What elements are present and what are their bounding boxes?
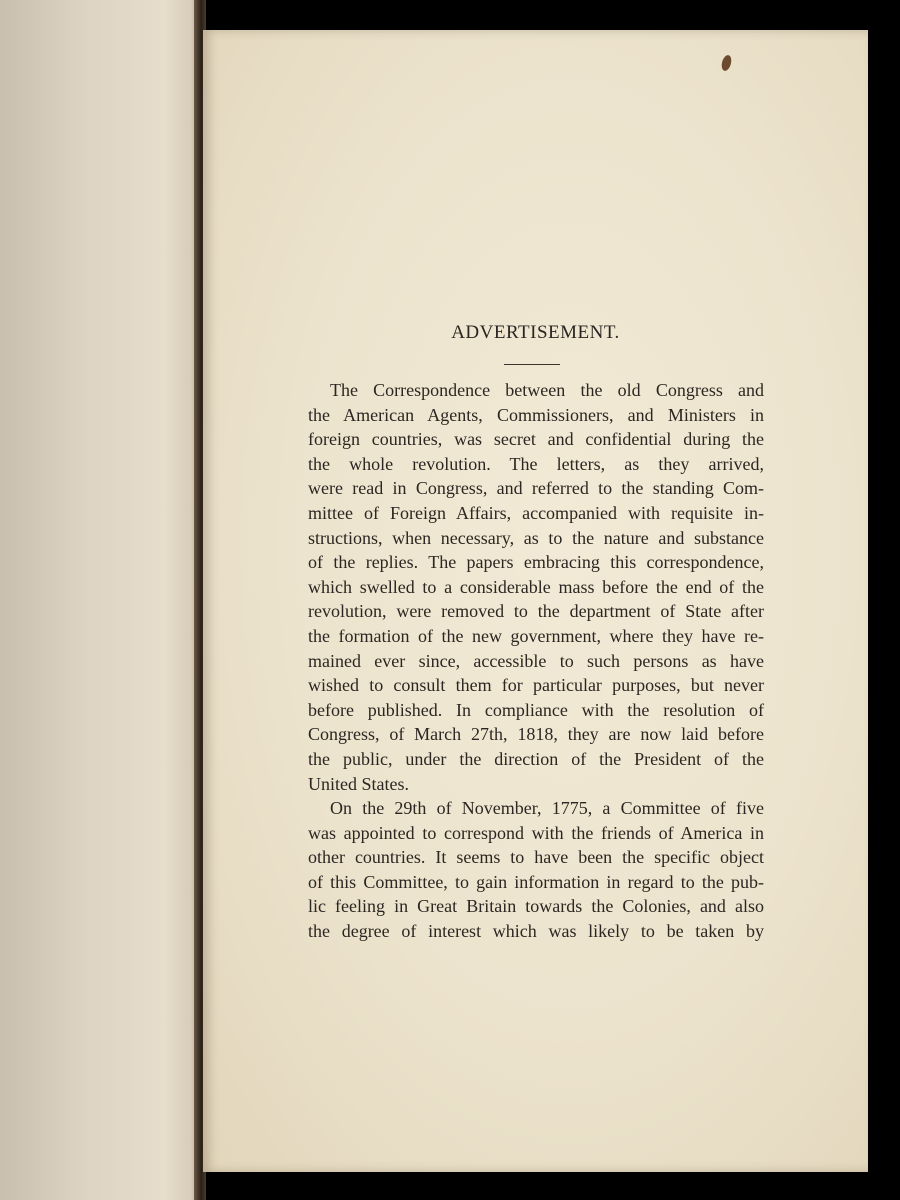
body-text bbox=[308, 378, 764, 944]
text-line: structions, when necessary, as to the nature and substance bbox=[308, 527, 764, 548]
text-line: Congress, of March 27th, 1818, they are now laid before bbox=[308, 724, 764, 745]
text-line: foreign countries, was secret and confidential during the bbox=[308, 429, 764, 450]
text-line: before published. In compliance with the resolution of bbox=[308, 699, 764, 720]
text-line: mittee of Foreign Affairs, accompanied with requisite in- bbox=[308, 502, 764, 523]
text-line: the public, under the direction of the President of the bbox=[308, 748, 764, 769]
text-line: was appointed to correspond with the friends of America in bbox=[308, 822, 764, 843]
text-line: of this Committee, to gain information in regard to the pub- bbox=[308, 871, 764, 892]
text-line: which swelled to a considerable mass before the end of the bbox=[308, 576, 764, 597]
text-line: of the replies. The papers embracing this correspondence, bbox=[308, 552, 764, 573]
heading-rule bbox=[504, 364, 560, 365]
text-line: The Correspondence between the old Congress and bbox=[330, 380, 764, 400]
page-heading: ADVERTISEMENT. bbox=[451, 322, 620, 343]
text-line: mained ever since, accessible to such persons as have bbox=[308, 650, 764, 671]
text-line: were read in Congress, and referred to the standing Com- bbox=[308, 478, 764, 499]
text-line: the degree of interest which was likely to be taken by bbox=[308, 921, 764, 942]
text-line: wished to consult them for particular purposes, but never bbox=[308, 675, 764, 696]
text-line: On the 29th of November, 1775, a Committee of five bbox=[330, 798, 764, 819]
text-line: revolution, were removed to the department of State after bbox=[308, 601, 764, 622]
text-line: the formation of the new government, where they have re- bbox=[308, 625, 764, 646]
text-line: lic feeling in Great Britain towards the Colonies, and also bbox=[308, 896, 764, 917]
text-line: United States. bbox=[308, 773, 409, 794]
text-line: the American Agents, Commissioners, and Ministers in bbox=[308, 404, 764, 425]
text-line: other countries. It seems to have been the specific object bbox=[308, 847, 764, 868]
left-page bbox=[0, 0, 205, 1200]
text-line: the whole revolution. The letters, as they arrived, bbox=[308, 453, 764, 474]
